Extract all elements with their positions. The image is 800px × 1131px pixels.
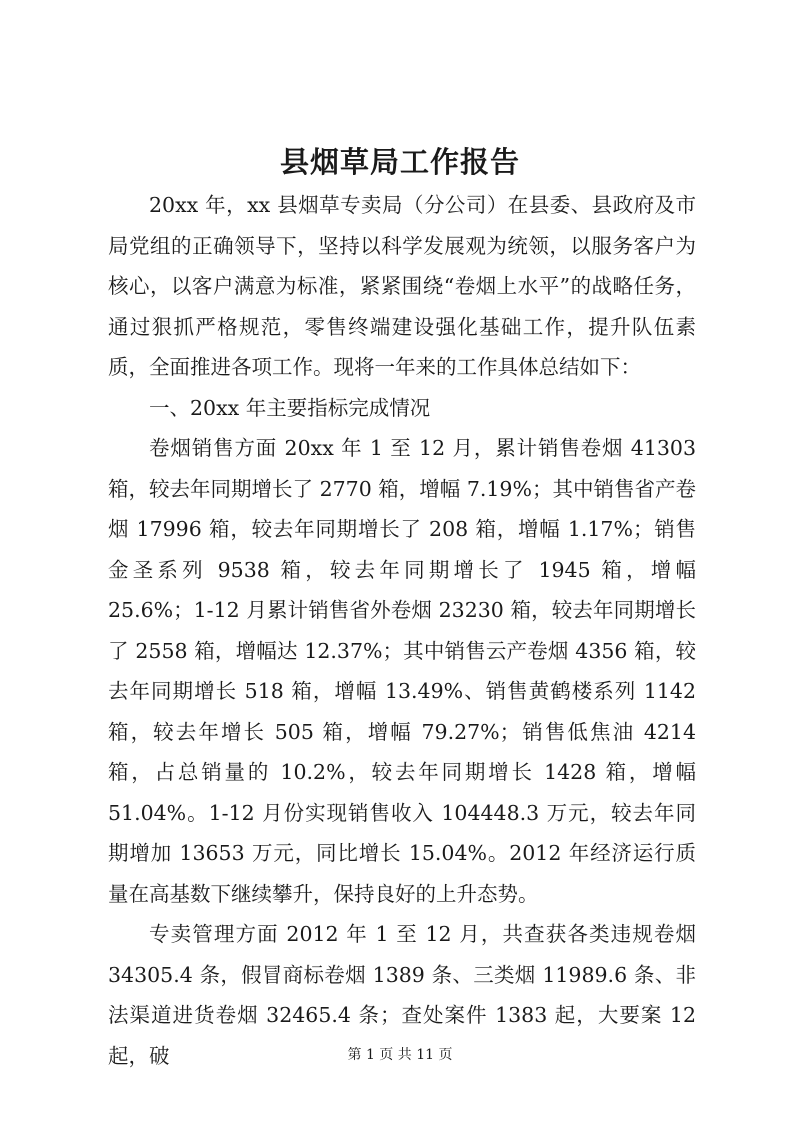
intro-paragraph: 20xx 年，xx 县烟草专卖局（分公司）在县委、县政府及市局党组的正确领导下，坚持以科学发展观为统领，以服务客户为核心，以客户满意为标准，紧紧围绕“卷烟上水平”的战略任务，通过狠抓严格规范，零售终端建设强化基础工作，提升队伍素质，全面推进各项工作。现将一年来的工作具体总结如下： — [108, 193, 696, 379]
document-body — [108, 185, 696, 1076]
page-number-footer: 第 1 页 共 11 页 — [347, 1047, 453, 1063]
section-heading: 一、20xx 年主要指标完成情况 — [149, 395, 431, 420]
document-title: 县烟草局工作报告 — [279, 145, 520, 179]
monopoly-paragraph: 专卖管理方面 2012 年 1 至 12 月，共查获各类违规卷烟 34305.4 条，假冒商标卷烟 1389 条、三类烟 11989.6 条、非法渠道进货卷烟 32465.4 条；查处案件 1383 起，大要案 12 起，破 — [108, 922, 696, 1068]
sales-paragraph: 卷烟销售方面 20xx 年 1 至 12 月，累计销售卷烟 41303 箱，较去年同期增长了 2770 箱，增幅 7.19%；其中销售省产卷烟 17996 箱，较去年同期增长了 208 箱，增幅 1.17%；销售金圣系列 9538 箱，较去年同期增长了 1945 箱，增幅 25.6%；1-12 月累计销售省外卷烟 23230 箱，较去年同期增长了 2558 箱，增幅达 12.37%；其中销售云产卷烟 4356 箱，较去年同期增长 518 箱，增幅 13.49%、销售黄鹤楼系列 1142 箱，较去年增长 505 箱，增幅 79.27%；销售低焦油 4214 箱，占总销量的 10.2%，较去年同期增长 1428 箱，增幅 51.04%。1-12 月份实现销售收入 104448.3 万元，较去年同期增加 13653 万元，同比增长 15.04%。2012 年经济运行质量在高基数下继续攀升，保持良好的上升态势。 — [108, 436, 696, 906]
